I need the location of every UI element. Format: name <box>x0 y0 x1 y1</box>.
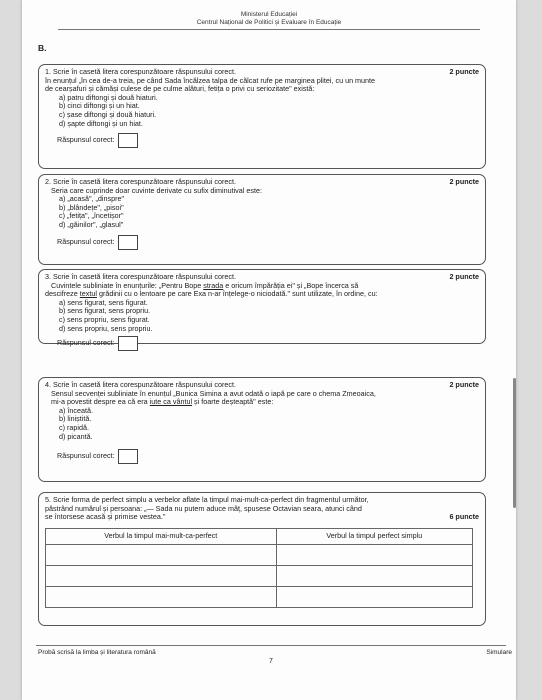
option-a: a) înceată. <box>59 405 93 415</box>
answer-label: Răspunsul corect: <box>57 338 115 348</box>
answer-box-4[interactable] <box>118 449 138 464</box>
table-cell[interactable] <box>46 565 277 586</box>
question-4 <box>38 377 486 482</box>
option-a: a) „acasă", „dinspre" <box>59 194 125 204</box>
question-4-title: 4. Scrie în casetă litera corespunzătoare răspunsului corect. <box>45 380 236 389</box>
table-cell[interactable] <box>46 544 277 565</box>
table-header-pluperfect: Verbul la timpul mai-mult-ca-perfect <box>46 528 277 544</box>
option-b: b) liniștită. <box>59 414 92 424</box>
option-a: a) patru diftongi și două hiaturi. <box>59 92 158 102</box>
underlined-phrase: iute ca vântul <box>149 398 193 407</box>
page-number: 7 <box>269 658 273 665</box>
table-cell[interactable] <box>276 565 472 586</box>
question-5 <box>38 492 486 626</box>
question-3 <box>38 269 486 348</box>
underlined-word-textul: textul <box>79 290 97 299</box>
option-d: d) șapte diftongi și un hiat. <box>59 118 143 128</box>
question-1-text: În enunțul „În cea de-a treia, pe când Sada încălzea talpa de călcat rufe pe marginea plitei, cu un munte <box>45 76 376 85</box>
question-4-text-cont: mi-a povestit despre ea că era iute ca vântul și foarte deșteaptă" este: <box>51 398 274 407</box>
underlined-word-strada: strada <box>203 281 224 290</box>
option-c: c) „fetița", „încetișor" <box>59 211 124 221</box>
table-row <box>46 565 473 586</box>
question-2-points: 2 puncte <box>449 177 479 186</box>
question-1 <box>38 64 486 169</box>
question-4-points: 2 puncte <box>449 380 479 389</box>
option-a: a) sens figurat, sens figurat. <box>59 297 148 307</box>
table-row <box>46 544 473 565</box>
table-header-simple-perfect: Verbul la timpul perfect simplu <box>276 528 472 544</box>
question-5-title: 5. Scrie forma de perfect simplu a verbelor aflate la timpul mai-mult-ca-perfect din fragmentul următor, <box>45 496 369 504</box>
question-1-title: 1. Scrie în casetă litera corespunzătoare răspunsului corect. <box>45 67 236 76</box>
option-c: c) sens propriu, sens figurat. <box>59 314 150 324</box>
footer-subject: Probă scrisă la limba și literatura română <box>38 649 156 656</box>
table-cell[interactable] <box>276 544 472 565</box>
answer-label: Răspunsul corect: <box>57 236 115 246</box>
option-d: d) „găinilor", „glasul" <box>59 219 124 229</box>
header-divider <box>58 29 480 30</box>
question-5-points: 6 puncte <box>449 512 479 522</box>
question-3-text-cont: descifreze textul grădinii cu o lentoare pe care Exa n-ar înțelege-o niciodată." sunt utilizate, în ordine, cu: <box>45 290 378 299</box>
table-cell[interactable] <box>276 586 472 607</box>
question-3-text: Cuvintele subliniate în enunțurile: „Pentru Bope strada e oricum împărăția ei" și „Bope încerca să <box>51 281 359 290</box>
option-c: c) șase diftongi și două hiaturi. <box>59 109 157 119</box>
option-d: d) sens propriu, sens propriu. <box>59 323 153 333</box>
question-1-points: 2 puncte <box>449 67 479 76</box>
answer-box-1[interactable] <box>118 133 138 148</box>
table-cell[interactable] <box>46 586 277 607</box>
header-ministry: Ministerul Educației <box>240 11 298 18</box>
question-2 <box>38 174 486 265</box>
question-3-title: 3. Scrie în casetă litera corespunzătoare răspunsului corect. <box>45 272 236 281</box>
question-2-title: 2. Scrie în casetă litera corespunzătoare răspunsului corect. <box>45 177 236 186</box>
question-2-text: Seria care cuprinde doar cuvinte derivate cu sufix diminutival este: <box>51 186 262 195</box>
option-b: b) cinci diftongi și un hiat. <box>59 101 140 111</box>
header-center: Centrul Național de Politici și Evaluare în Educație <box>196 19 342 26</box>
answer-label: Răspunsul corect: <box>57 135 115 145</box>
answer-label: Răspunsul corect: <box>57 451 115 461</box>
option-d: d) picantă. <box>59 431 93 441</box>
question-5-text: păstrând numărul și persoana: „— Sada nu putem aduce măț, spusese Octavian seara, atunci când <box>45 504 362 513</box>
footer-label: Simulare <box>486 649 512 656</box>
verb-table <box>45 528 473 608</box>
footer-divider <box>36 645 506 646</box>
option-c: c) rapidă. <box>59 422 89 432</box>
question-4-text: Sensul secvenței subliniate în enunțul „Bunica Simina a avut odată o iapă pe care o chema Zmeoaica, <box>51 389 376 398</box>
answer-box-2[interactable] <box>118 235 138 250</box>
option-b: b) „blândețe", „pisoi" <box>59 202 124 212</box>
section-title: B. <box>38 43 47 53</box>
table-row <box>46 586 473 607</box>
question-5-text-cont: se întorsese acasă și primise vestea." <box>45 512 166 522</box>
question-1-text-cont: de cearșafuri și cămăși culese de pe culme alături, fetița o privi cu seriozitate" există: <box>45 85 315 94</box>
option-b: b) sens figurat, sens propriu. <box>59 306 151 316</box>
scrollbar[interactable] <box>513 378 516 508</box>
question-3-points: 2 puncte <box>449 272 479 281</box>
answer-box-3[interactable] <box>118 336 138 351</box>
